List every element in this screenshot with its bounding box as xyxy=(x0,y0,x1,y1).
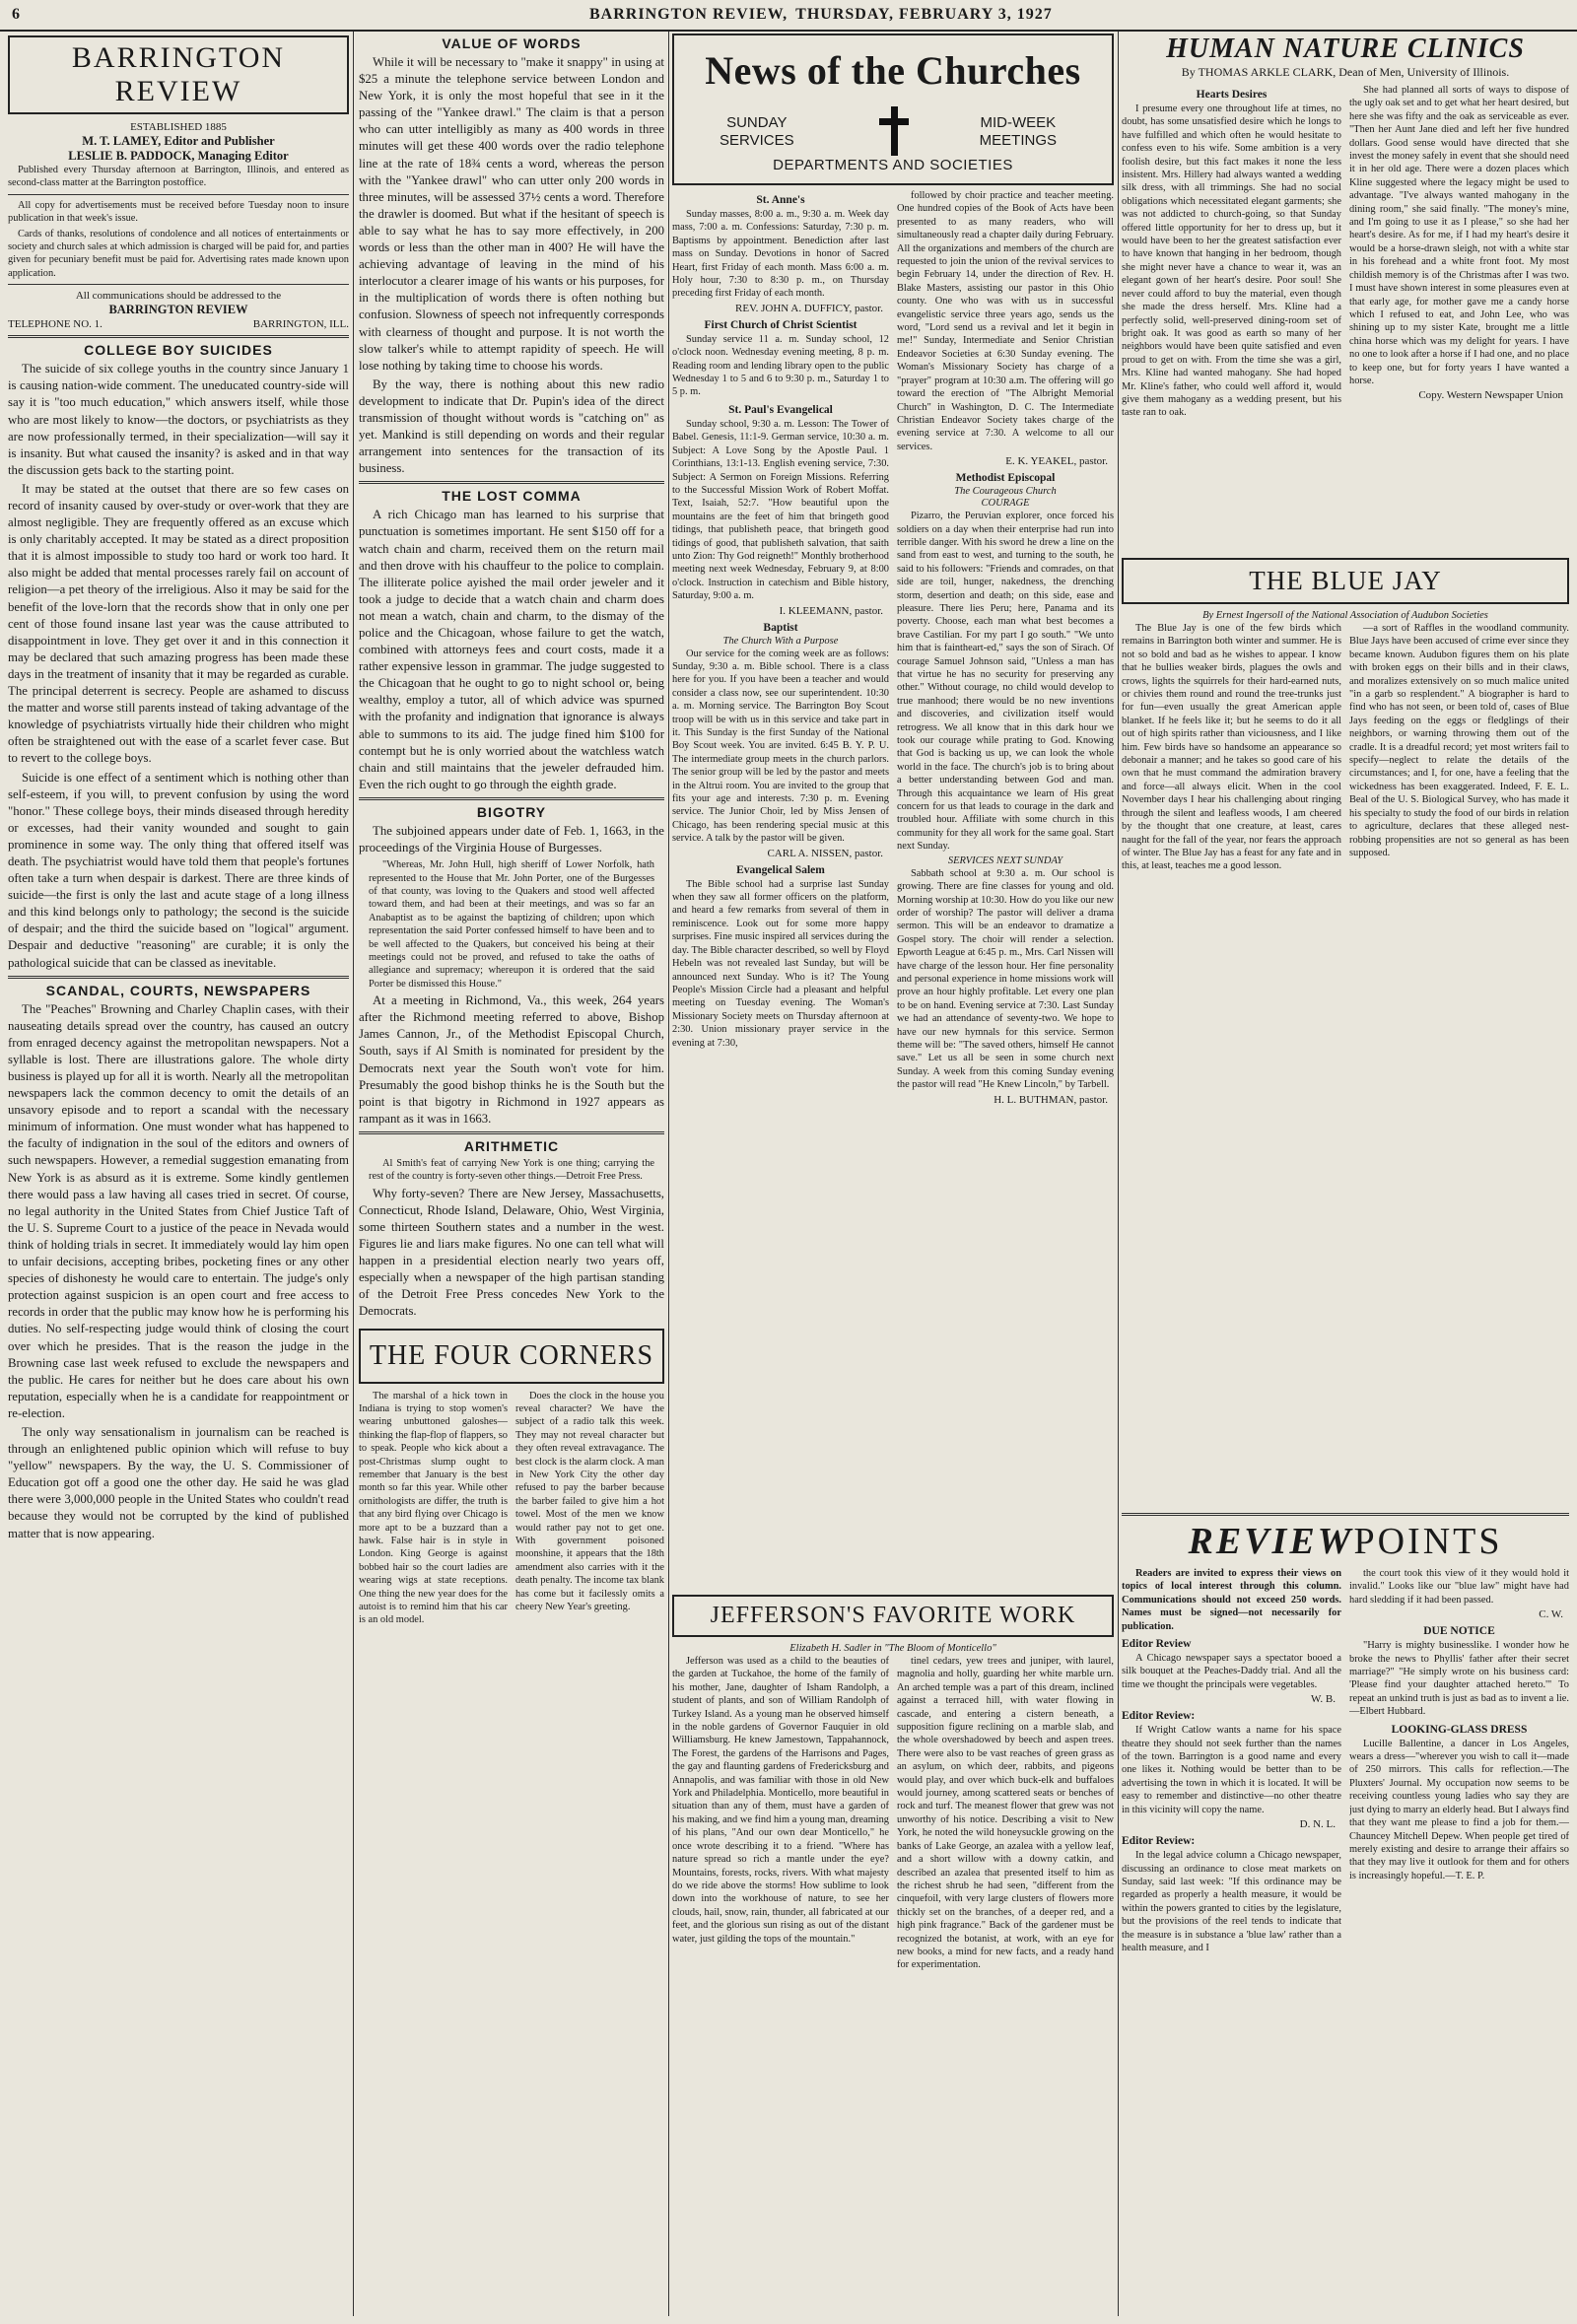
article-paragraph: The "Peaches" Browning and Charley Chaplin cases, with their nauseating details spread over the country, has caused an outcry from enraged decency against the metropolitan newspapers. Not a syllable is lost. There are illustrations galore. The whole dirty business is played up for all it is worth. Nearly all the metropolitan newspapers lack the common decency to omit the details of an unsavory episode and to report a scandal with the necessary minimum of information. One must wonder what has happened to the faculty of indignation in the soul of the editors and owners of such newspapers. However, a remedial suggestion emanating from New York is as absurd as it is extreme. Some kindly gentlemen there would pass a law having all cases tried in secret. Of course, no legal authority in the United States from Chief Justice Taft of the U. S. Supreme Court to a justice of the peace in Nevada would think of holding trials in secret. It immediately would lay him open to unfair decisions, accepting bribes, pocketing fines or any other species of dishonesty he would care to entertain. The judge's only protection against suspicion is an open court and free access to records in order that the public may know how he is performing his duties. No self-respecting judge would think of closing the court over which he presides. That is the reason the judge in the Browning case last week refused to exclude the newspapers and the public. He cares for neither but he does care about his own reputation, especially when he is a candidate for reappointment or re-election. xyxy=(8,1001,349,1420)
human-nature-signature: Copy. Western Newspaper Union xyxy=(1418,389,1563,402)
masthead-city: BARRINGTON, ILL. xyxy=(252,318,349,331)
masthead-address-note: All communications should be addressed to the xyxy=(75,290,282,303)
church-text: Sunday school, 9:30 a. m. Lesson: The Tower of Babel. Genesis, 11:1-9. German service, 10:30 a. m. Subject: A Love Song by the Apostle Paul. 1 Corinthians, 13:1-13. English evening service, 7:30. Subject: A Sermon on Foreign Missions. Referring to the Successful Mission Work of Robert Moffat. Text, Isaiah, 52:7. "How beautiful upon the mountains are the feet of him that bringeth good tidings, that publisheth peace, that bringeth good tidings of good, that publisheth salvation, that saith unto Zion: Thy God reigneth!" Monthly brotherhood meeting next week Wednesday, February 9, at 8:00 o'clock. Instruction in catechism and Bible history, Saturday, 9:00 a. m. xyxy=(672,418,889,602)
reviewpoints-title-c: POINTS xyxy=(1353,1521,1503,1562)
churches-banner xyxy=(672,34,1114,185)
reviewpoints-title xyxy=(1122,1520,1569,1563)
church-text: Sunday service 11 a. m. Sunday school, 12 o'clock noon. Wednesday evening meeting, 8 p. m. Reading room and lending library open to the public Wednesday 1 to 5 and 6 to 9:30 p. m., Saturday 1 to 5 p. m. xyxy=(672,333,889,398)
headline-bigotry: BIGOTRY xyxy=(476,803,547,820)
masthead-copy-note: All copy for advertisements must be received before Tuesday noon to insure publication in that week's issue. xyxy=(8,199,349,225)
header-paper-title: BARRINGTON REVIEW, xyxy=(589,6,788,23)
article-paragraph: By the way, there is nothing about this new radio development to indicate that Dr. Pupin's idea of the direct transmission of thought without words is "catching on" as yet. Mankind is still depending on words and their regular arrangement into sentences for the transaction of its business. xyxy=(359,376,664,476)
church-signature: REV. JOHN A. DUFFICY, pastor. xyxy=(735,302,883,314)
masthead-title: BARRINGTON REVIEW xyxy=(8,35,349,114)
four-corners-title: THE FOUR CORNERS xyxy=(359,1329,664,1384)
column-editorial-right xyxy=(359,32,664,2316)
column-editorial-left xyxy=(8,32,349,2316)
letter-text: In the legal advice column a Chicago newspaper, discussing an ordinance to close meat markets on Sunday, said last week: "If this ordinance may be regarded as properly a health measure, it would be within the powers granted to cities by the legislature, but the provisions of the reel tends to indicate that the measure is in substance a 'blue law' rather than a health measure, and I xyxy=(1122,1850,1341,1953)
church-text: Our service for the coming week are as follows: Sunday, 9:30 a. m. Bible school. There is a class here for you. If you have been a teacher and would consider a class now, see our superintendent. 10:30 a. m. Morning service. The Barrington Boy Scout troop will be with us in this service and take part in it. This Sunday is the first Sunday of the National Boy Scout week. You are invited. 6:45 B. Y. P. U. The intermediate group meets in the church parlors. The senior group will be led by the pastor and meets in the Altrui room. You are invited to the group that fits your age and interests. 7:30 p. m. Evening service. The Junior Choir, led by Miss Jensen of Chicago, has been rendering special music at this service. A talk by the pastor will be given. xyxy=(672,648,889,845)
article-paragraph: The only way sensationalism in journalism can be reached is through an enlightened public opinion which will refuse to buy "yellow" newspapers. By the way, the U. S. Commissioner of Education got off a good one the other day. He said he was glad there were 3,000,000 people in the United States who couldn't read because they would not be corrupted by the kind of published matter that is now appearing. xyxy=(8,1424,349,1540)
masthead-established: ESTABLISHED 1885 xyxy=(130,121,227,133)
article-quote: "Whereas, Mr. John Hull, high sheriff of Lower Norfolk, hath represented to the House that Mr. John Porter, one of the Burgesses of that county, was loving to the Quakers and stood well affected toward them, and had been at their meetings, and was so far an Anabaptist as to be against the baptizing of children; upon which representation the said Porter confessed himself to have been and to be well affected to the Quakers, but conceived his being at their meetings could not be proved, and refused to take the oaths of allegiance and supremacy; whereupon it is ordered that the said Porter be dismissed this House." xyxy=(369,859,654,990)
reviewpoints-intro: Readers are invited to express their views on topics of local interest through this column. Communications should not exceed 250 words. Names must be signed—not necessarily for publication. xyxy=(1122,1568,1341,1632)
blue-jay-text: The Blue Jay is one of the few birds which remains in Barrington both winter and summer. He is not so bold and bad as he wishes to appear. I know that he bullies weaker birds, plagues the owls and crows, lights the squirrels for their hard-earned nuts, or chivies them round and round the tree-trunks just for fun—even usually the great American apple blanket. If he feels like it; but he seems to do it all out of high spirits rather than viciousness, and I like him. Few birds have so handsome an appearance so debonair a manner; and he takes so good care of his own that he must command the admiration bravery and force—all always elicit. When in the cool November days I hear his challenging about ringing through the silent and leafless woods, I am cheered by the thought that one creature, at least, cares naught for the fall of the year, nor fears the approach of winter. The Blue Jay has a feast for any fate and in this, at least, teaches me a good lesson. xyxy=(1122,623,1341,872)
headline-scandal-courts: SCANDAL, COURTS, NEWSPAPERS xyxy=(45,982,311,998)
column-rule xyxy=(668,32,669,2316)
churches-left-label-2: SERVICES xyxy=(720,132,794,149)
churches-left-label xyxy=(720,114,794,150)
churches-subtitle: DEPARTMENTS AND SOCIETIES xyxy=(773,157,1013,173)
blue-jay-text: —a sort of Raffles in the woodland community. Blue Jays have been accused of crime ever since they became known. Audubon figures them on his plate with broken eggs on their bills and in their claws, and moralizes extensively on so much malice united "in a garb so resplendent." A biographer is hard to find who has not seen, or been told of, cases of Blue Jays feeding on the eggs or fledglings of their neighbors, or warning throwing them out of the cradle. It is a dreadful record; yet most writers fail to specify—neglect to relate the details of the circumstances; and I, for one, have a feeling that the wickedness has been exaggerated. Indeed, F. E. L. Beal of the U. S. Biological Survey, who has made it his specialty to study the food of our birds in relation to agriculture, declares that these alleged nest-robbing propensities are not so general as has been supposed. xyxy=(1349,623,1569,858)
blue-jay-byline: By Ernest Ingersoll of the National Association of Audubon Societies xyxy=(1202,610,1488,621)
jefferson-byline: Elizabeth H. Sadler in "The Bloom of Monticello" xyxy=(789,1643,996,1654)
churches-body xyxy=(672,189,1114,1589)
column-rule xyxy=(353,32,354,2316)
church-text: Sabbath school at 9:30 a. m. Our school is growing. There are fine classes for young and old. Morning worship at 10:30. How do you like our new order of worship? The pastor will deliver a drama sermon. This will be an endeavor to dramatize a Gospel story. The choir will render a selection. Epworth League at 6:45 p. m., Mrs. Carl Nissen will have charge of the lesson hour. Her fine personality and personal experience in home missions work will prove an hour highly profitable. Let every one plan to be on hand. Evening service at 7:30. Last Sunday we had an attendance of seventy-two. We hope to have our new hymnals for this service. Sermon theme will be: "The saved others, himself He cannot save." Let us all be seen in some church next Sunday. A week from this coming Sunday evening the pastor will read "He Knew Lincoln," by Tarbell. xyxy=(897,867,1114,1091)
letter-heading: Editor Review xyxy=(1122,1638,1192,1651)
blue-jay-title: THE BLUE JAY xyxy=(1122,558,1569,604)
letter-signature: D. N. L. xyxy=(1299,1818,1336,1831)
column-rule xyxy=(1118,32,1119,2316)
churches-left-label-1: SUNDAY xyxy=(726,114,788,131)
churches-title: News of the Churches xyxy=(705,48,1081,93)
church-subheading: The Church With a Purpose xyxy=(722,635,839,647)
headline-college-boy-suicides: COLLEGE BOY SUICIDES xyxy=(84,342,273,359)
masthead-address-name: BARRINGTON REVIEW xyxy=(108,303,248,317)
letter-signature: W. B. xyxy=(1311,1693,1336,1706)
running-header xyxy=(0,0,1577,32)
human-nature-text: I presume every one throughout life at times, no doubt, has some unsatisfied desire which he longs to have fulfilled and which often he would hesitate to confess even to his wife. Some ambition is a very foolish desire, but this fact makes it none the less insistent. Mrs. Hillery had always wanted a wedding silk dress, with all trimmings. She had no social obligations which necessitated elegant garments; she was not addicted to church-going, so that Sunday offered little opportunity for her to dress up, but it would have been to her the greatest satisfaction ever to have known that hanging in her bedroom, though she might never have a chance to wear it, was an elegant gown of her heart's desire. Poor soul! She never could afford to buy the material, even though she made the dress herself. Mrs. Kline had a perfectly solid, well-preserved dining-room set of bright oak. It was good as earth so many of her neighbors would have been quite satisfied and even proud to get on with. From the time she was a girl, Mrs. Kline had wanted mahogany. She had hoped Mr. Kline's father, who could well afford it, would give them mahogany as a wedding present, but his taste ran to oak. xyxy=(1122,103,1341,419)
article-paragraph: The subjoined appears under date of Feb. 1, 1663, in the proceedings of the Virginia House of Burgesses. xyxy=(359,823,664,855)
headline-value-of-words: VALUE OF WORDS xyxy=(442,35,582,51)
church-text: The Bible school had a surprise last Sunday when they saw all former officers on the platform, and heard a few remarks from several of them in reminiscence. Look out for some more happy surprises. Fine music inspired all services during the day. The Bible character described, so well by Floyd Hebeln was not revealed last Sunday, but will be announced next Sunday. Who is it? The Young People's Mission Circle had a pleasant and helpful meeting on Tuesday evening. The Woman's Missionary Society meets on Thursday afternoon at 2:30. Union missionary prayer service in the evening at 7:30, xyxy=(672,878,889,1049)
letter-text: A Chicago newspaper says a spectator booed a silk bouquet at the Peaches-Daddy trial. And all the time we thought the principals were vegetables. xyxy=(1122,1653,1341,1690)
masthead-editor: M. T. LAMEY, Editor and Publisher xyxy=(82,134,275,148)
headline-arithmetic: ARITHMETIC xyxy=(463,1137,560,1154)
jefferson-text: Jefferson was used as a child to the beauties of the garden at Tuckahoe, the home of the family of his mother, Jane, daughter of Isham Randolph, a student of plants, and son of William Randolph of Turkey Island. As a young man he observed himself in the noble gardens of Governor Fauquier in old Williamsburg. He knew Jamestown, Tappahannock, The Forest, the gardens of the Harrisons and Pages, the gay and flaunting gardens of Fredericksburg and Annapolis, and was familiar with those in old New York and Philadelphia. Monticello, more beautiful in situation than any of them, must have a garden of his making, and we find him a young man, dreaming of his plans, "And our own dear Monticello," he once wrote describing it to a friend. "Where has nature spread so rich a mantle under the eye? Mountains, forests, rocks, rivers. With what majesty do we ride above the storms! How sublime to look down into the workhouse of nature, to see her clouds, hail, snow, rain, thunder, all fabricated at our feet, and the glorious sun rising as out of the distant water, just gilding the tops of the mountain." xyxy=(672,1656,889,1945)
churches-right-label xyxy=(980,114,1057,150)
church-heading: St. Anne's xyxy=(756,194,805,206)
article-quote: Al Smith's feat of carrying New York is one thing; carrying the rest of the country is forty-seven other things.—Detroit Free Press. xyxy=(369,1157,654,1183)
church-heading: St. Paul's Evangelical xyxy=(728,403,833,416)
churches-right-label-1: MID-WEEK xyxy=(980,114,1057,131)
four-corners-text: The marshal of a hick town in Indiana is trying to stop women's wearing unbuttoned galoshes—thinking the flap-flop of flappers, so to speak. People who kick about a post-Christmas slump ought to remember that January is the best month so far this year. While other ornithologists are differ, the truth is that any bird flying over Chicago is more apt to be a buzzard than a hawk. False hair is in style in London. King George is against bobbed hair so the court ladies are wearing wigs at state receptions. One thing the new year does for the autoist is to remind him that his car is an old model. xyxy=(359,1390,508,1626)
masthead-cards-note: Cards of thanks, resolutions of condolence and all notices of entertainments or society and church sales at which admission is charged will be paid for, and parties given for pecuniary benefit must be paid for. Advertising rates made known upon application. xyxy=(8,228,349,279)
reviewpoints-body xyxy=(1122,1567,1569,1956)
human-nature-title: HUMAN NATURE CLINICS xyxy=(1166,34,1525,64)
reviewpoints-title-a: RE xyxy=(1188,1521,1245,1562)
letter-heading: Editor Review: xyxy=(1122,1710,1196,1723)
masthead-info xyxy=(8,120,349,331)
church-signature: E. K. YEAKEL, pastor. xyxy=(1005,455,1108,468)
human-nature-byline: By THOMAS ARKLE CLARK, Dean of Men, University of Illinois. xyxy=(1181,65,1510,79)
article-paragraph: Suicide is one effect of a sentiment which is nothing other than self-esteem, if you will, to prevent confusion by using the word "honor." These college boys, their minds diseased through heredity or excesses, had their vanity wounded and sought to gain prominence in some way. The only thing that offered itself was death. The psychiatrist would have told them that people's fortunes often take a turn when despair is darkest. There are three kinds of suicide—the first is only the last and acute stage of a long illness and this kind belongs only to pathology; the second is the suicide of despair; and the third the suicide based on "logical" argument. Despair and deductive "reasoning" are curable; it is only the pathological suicide that can be classed as inevitable. xyxy=(8,770,349,970)
church-subheading: The Courageous Church xyxy=(954,486,1057,498)
article-paragraph: While it will be necessary to "make it snappy" in using at $25 a minute the telephone service between London and New York, it is only the most hopeful that see in it the passing of the "Yankee drawl." The claim is that a person who can utter intelligibly as many as 400 words in three minutes will get these 400 words over the radio telephone line at the rate of 18¾ cents a word, whereas the person with the "Yankee drawl" who can utter only 200 words in three minutes, will be assessed 37½ cents a word. Therefore the drawler is doomed. But what if the hesitant of speech is able to say what he has to say more effectively, in 200 words or less than the other man in 400? He will have the achieving advantage of leaving in the mind of his interlocutor a clearer image of his wants or his purposes, for in the multiplication of words there is often nothing but confusion. Slowness of speech not infrequently corresponds with clearness of thought and purpose. It is not worth the slow talker's while to attempt rapidity of speech. He will lose nothing by taking time to choose his words. xyxy=(359,55,664,373)
article-paragraph: A rich Chicago man has learned to his surprise that punctuation is sometimes important. He sent $150 off for a watch chain and charm, received them on the return mail and then drove with his chauffeur to the police to complain. The illiterate police ayished the mail order jeweler and it took a judge to decide that a watch chain and charm does not mean a watch, chain and charm, to the dismay of the police and the Chicagoan, whose failure to get the watch, combined with attorneys fees and court costs, made it a rather expensive lesson in grammar. The judge suggested to the Chicagoan that he ought to go to night school or, being wealthy, employ a tutor, all of which advice was spurned with the profanity and indignation that ignorance is always able to summons to its aid. The judge fined him $100 for contempt but he is only worried about the watchless watch chain and still maintains that the jeweler defrauded him. Even the rich ought to go through the eighth grade. xyxy=(359,508,664,791)
church-signature: H. L. BUTHMAN, pastor. xyxy=(994,1093,1108,1106)
church-heading: Evangelical Salem xyxy=(736,863,825,876)
due-notice-heading: DUE NOTICE xyxy=(1423,1625,1495,1638)
cross-icon xyxy=(879,106,909,156)
header-title xyxy=(582,6,1053,24)
jefferson-body xyxy=(672,1655,1114,1974)
letter-text: the court took this view of it they would hold it invalid." Looks like our "blue law" might have had hard sledding if it had been passed. xyxy=(1349,1568,1569,1606)
masthead-published: Published every Thursday afternoon at Barrington, Illinois, and entered as second-class matter at the Barrington postoffice. xyxy=(8,165,349,189)
masthead-telephone: TELEPHONE NO. 1. xyxy=(8,318,103,331)
churches-right-label-2: MEETINGS xyxy=(979,132,1057,149)
church-subheading: COURAGE xyxy=(981,498,1030,510)
article-paragraph: The suicide of six college youths in the country since January 1 is causing nation-wide comment. The uneducated country-side will say it is "too much education," which answers itself, while those who are most likely to know—the doctors, or psychiatrists as they are now professionally termed, in their specialization—will say it is insanity. But what caused the insanity? is asked and in that way the discussion gets back to the starting point. xyxy=(8,362,349,477)
church-heading: First Church of Christ Scientist xyxy=(704,318,857,331)
human-nature-text: She had planned all sorts of ways to dispose of the ugly oak set and to get what her heart desired, but here she was fifty and the oak as serviceable as ever. "Then her Aunt Jane died and left her five hundred dollars. Good sense would have directed that she invest the money safely in event that she should need it in her old age. There were a dozen places which Kline suggested where the legacy might be used to advantage. "I've always wanted mahogany in the dining room," she said finally. "The money's mine, and I'm going to use it as I please," so she had her heart's desire. As for me, if I had my heart's desire it would be a horse-drawn sleigh, not with a white star in his forehead and a white front foot. My most childish memory is of the Christmas after I was two. I must have shown interest in some pleasures even at that early age, for mother gave me a candy horse which I refused to eat, and John Lee, who was shining up to my sister Kate, brought me a little china horse which was my delight for years. I have no one to look after a horse if I had one, and no place to keep one, but for forty years I have wanted a horse. xyxy=(1349,85,1569,386)
church-heading: Baptist xyxy=(763,621,798,634)
church-text: Sunday masses, 8:00 a. m., 9:30 a. m. Week day mass, 7:00 a. m. Confessions: Saturday, 7:30 p. m. Baptisms by appointment. Benediction after last mass on Sunday. Devotions in honor of Sacred Heart, first Friday of each month. Mass 6:00 a. m. Holy hour, 7:30 to 8:30 p. m., on Thursday preceding first Friday of each month. xyxy=(672,209,889,300)
four-corners-body xyxy=(359,1390,664,1629)
article-paragraph: It may be stated at the outset that there are so few cases on record of insanity caused by over-study or over-work that they are almost negligible. They are frequently offered as an excuse which is only charitably accepted. It may be stated as a direct proposition that it is almost impossible to study too hard or work too hard. It also might be added that mental processes rarely fail on account of religion—a pet theory of the irreligious. Also it may be said for the benefit of the love-lorn that the records show that in only one per cent of those found insane last year was the cause attributed to disappointment in love. They get over it and in this connection it may be declared that such amazing progress has been made these days in the treatment of insanity that it may be regarded as curable. The principal deterrent is secrecy. People are ashamed to discuss the matter and worse still parents instead of taking advantage of the knowledge of psychiatrists virtually hide their children who might often be straightened out with the ease of a scarlet fever case. But to revert to the college boys. xyxy=(8,481,349,766)
column-churches xyxy=(672,32,1114,2316)
church-signature: I. KLEEMANN, pastor. xyxy=(779,604,883,617)
column-features xyxy=(1122,32,1569,2316)
four-corners-text: Does the clock in the house you reveal character? We have the subject of a radio talk this week. They may not reveal character but they often reveal extravagance. The best clock is the alarm clock. A man in New York City the other day refused to pay the barber because the barber failed to give him a hot towel. Most of the men we know would rather pay not to get one. With government poisoned moonshine, it appears that the 18th amendment also carries with it the death penalty. The income tax blank has come but it facilessly omits a cheery New Year's greeting. xyxy=(515,1390,664,1612)
headline-lost-comma: THE LOST COMMA xyxy=(442,488,582,505)
letter-heading: Editor Review: xyxy=(1122,1835,1196,1848)
letter-signature: C. W. xyxy=(1539,1608,1563,1621)
article-paragraph: At a meeting in Richmond, Va., this week, 264 years after the Richmond meeting referred to above, Bishop James Cannon, Jr., of the Methodist Episcopal Church, South, says if Al Smith is nominated for president by the Democrats next year the South won't vote for him. Presumably the good bishop thinks he is the South but the point is that bigotry in Richmond in 1927 appears as rampant as it was in 1663. xyxy=(359,993,664,1126)
blue-jay-body xyxy=(1122,622,1569,1509)
church-text: Pizarro, the Peruvian explorer, once forced his soldiers on a day when their enterprise had run into terrible danger. With his sword he drew a line on the sand from east to west, and turning to the south, he said to his followers: "Friends and comrades, on that side are toil, hunger, nakedness, the drenching storm, desertion and death; on this side, ease and pleasure. There lies Peru; here, Panama and its poverty. Choose, each man what best becomes a brave Castilian. For my part I go south." "We unto him that is faintheart-ed," says the son of Sirach. Of courage Samuel Johnson said, "Unless a man has that virtue he has no security for preserving any other." Without courage, no child would develop to true manhood; there would be no new inventions and discoveries, and civilization itself would retrogress. We all know that in this dark hour we took our courage while prating to God. Knowing that God is backing us up, we can look the whole world in the face. The church's job is to bring about a better understanding between God and man. Through this acquaintance we learn of His great concern for us that leads to courage in the dark and troubled hour. Affiliate with some church in this community for they all work for the same goal. Start next Sunday. xyxy=(897,511,1114,853)
header-date: THURSDAY, FEBRUARY 3, 1927 xyxy=(795,6,1053,23)
church-subheading: SERVICES NEXT SUNDAY xyxy=(947,854,1063,866)
letter-text: If Wright Catlow wants a name for his space theatre they should not seek further than the names of the town. Barrington is a good name and every one likes it. Nothing would be better than to be advertising the town in which it is located. It will be easy to remember and distinctive—no other theatre in this vicinity will copy the name. xyxy=(1122,1725,1341,1815)
reviewpoints-title-b: VIEW xyxy=(1244,1521,1354,1562)
church-text: followed by choir practice and teacher meeting. One hundred copies of the Book of Acts have been presented to as many readers, who will simultaneously read a chapter daily during February. All the organizations and members of the church are requested to join the union of the revival services to begin February 14, under the direction of Rev. H. Blake Masters, assisting our pastor in this Ohio county. One who was with us in successful evangelistic service three years ago, sends us the word, "Lord send us a revival and let it begin in me!" Sunday, Intermediate and Senior Christian Endeavor Societies at 6:30 Sunday evening. The Woman's Missionary Society has charge of a "prayer" program at 10:30 a.m. The offering will go toward the erection of "The Albright Memorial Church" in Washington, D. C. The Intermediate Christian Endeavor Society takes charge of the evening service at 7:30. A welcome to all our services. xyxy=(897,190,1114,452)
looking-glass-heading: LOOKING-GLASS DRESS xyxy=(1391,1723,1528,1736)
masthead-managing-editor: LESLIE B. PADDOCK, Managing Editor xyxy=(68,149,289,163)
looking-glass-text: Lucille Ballentine, a dancer in Los Angeles, wears a dress—"wherever you wish to call it—made of 250 mirrors. This calls for reflection.—The Pluxters' Journal. My occupation now seems to be receiving countless young ladies who say they are just dying to marry an elderly head. But I always find that they want me please to find a job for them.—Chauncey Mitchell Depew. When people get tired of merely existing and desire to arrange their affairs so that they may live it outlook for them and for others is increasingly hopeful.—T. E. P. xyxy=(1349,1738,1569,1881)
article-paragraph: Why forty-seven? There are New Jersey, Massachusetts, Connecticut, Rhode Island, Delaware, Ohio, West Virginia, some thirteen Southern states and a number in the west. Figures lie and liars make figures. No one can tell what will happen in a presidential election nearly two years off, especially when a newspaper of the high partisan standing of the Detroit Free Press concedes New York to the Democrats. xyxy=(359,1186,664,1319)
human-nature-subheading: Hearts Desires xyxy=(1196,89,1268,101)
jefferson-title: JEFFERSON'S FAVORITE WORK xyxy=(672,1595,1114,1637)
due-notice-text: "Harry is mighty businesslike. I wonder how he broke the news to Phyllis' father after their secret marriage?" "He simply wrote on his business card: 'Please find your daughter attached hereto.'" To repeat an unkind truth is just as bad as to invent a lie.—Elbert Hubbard. xyxy=(1349,1640,1569,1718)
jefferson-text: tinel cedars, yew trees and juniper, with laurel, magnolia and holly, guarding her white marble urn. An arched temple was a part of this dream, inclined against a terraced hill, with water flowing in cascade, and entering a cistern beneath, a supposition figure reclining on a marble slab, and the whole overshadowed by beech and aspen trees. There were also to be vast reaches of green grass as an asylum, on which deer, rabbits, and pigeons would play, and over which buck-elk and buffaloes would journey, among scattered seats or benches of rock and turf. The meanest flower that grew was not unworthy of his notice. Describing a visit to New York, he noted the wild honeysuckle growing on the banks of Lake George, an azalea with a yellow leaf, and a short willow with a downy catkin, and described an azalea that presented itself to him as the richest shrub he had seen, "different from the cinquefoil, with very large clusters of flowers more thickly set on the branches, of a deeper red, and a high pink fragrance." Back of the gardener must be recognized the botanist, at work, with an eye for new books, a mind for new facts, and a ready hand for experimentation. xyxy=(897,1656,1114,1971)
page-number: 6 xyxy=(12,6,20,23)
human-nature-body xyxy=(1122,84,1569,552)
church-heading: Methodist Episcopal xyxy=(955,472,1056,485)
church-signature: CARL A. NISSEN, pastor. xyxy=(767,847,883,859)
